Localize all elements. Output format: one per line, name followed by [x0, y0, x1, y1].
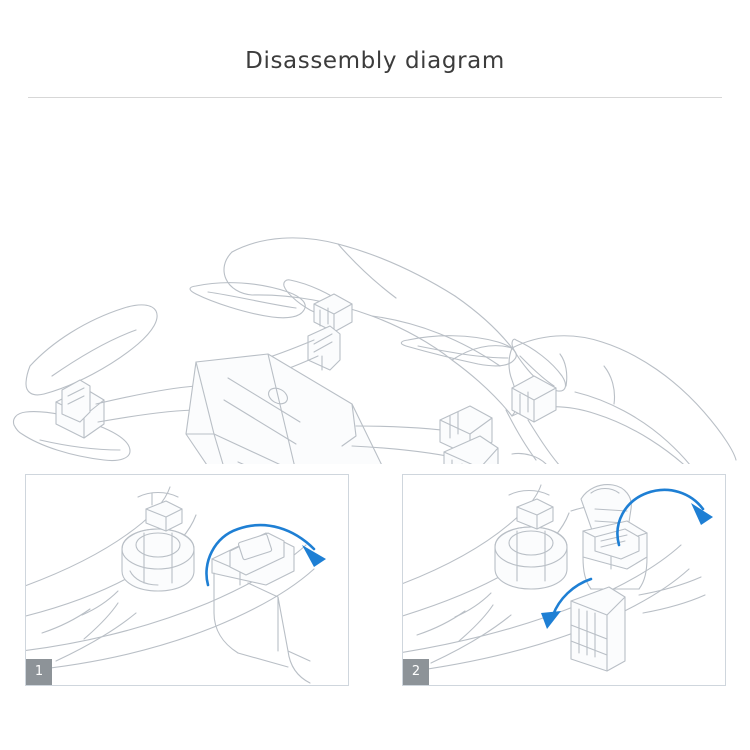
step-badge-1: 1 [26, 659, 52, 685]
step-panel-1 [25, 474, 349, 686]
drone-exploded-line-drawing [0, 104, 750, 464]
page-title: Disassembly diagram [245, 48, 505, 74]
main-illustration [0, 104, 750, 464]
title-divider [28, 97, 722, 98]
step-badge-2: 2 [403, 659, 429, 685]
step1-illustration [26, 475, 348, 685]
header [0, 0, 750, 98]
step-panel-2 [402, 474, 726, 686]
step2-illustration [403, 475, 725, 685]
